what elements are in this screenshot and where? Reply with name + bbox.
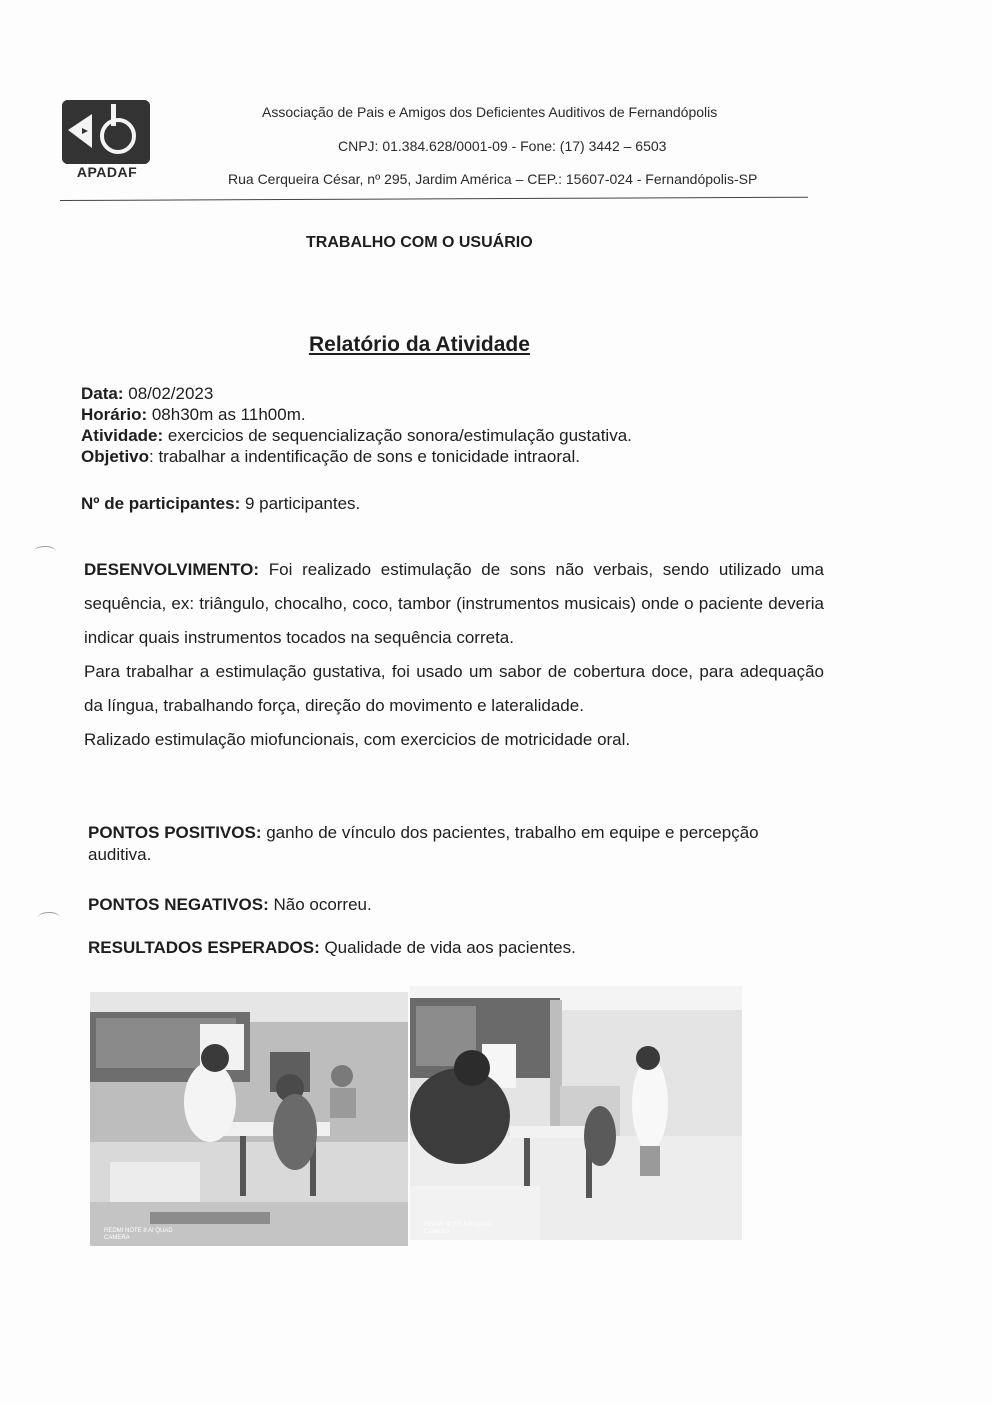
activity-label: Atividade: <box>81 426 164 445</box>
development-label: DESENVOLVIMENTO: <box>84 560 260 579</box>
positive-label: PONTOS POSITIVOS: <box>88 823 262 842</box>
development-text-1: Foi realizado estimulação de sons não verbais, sendo utilizado uma sequência, ex: triângulo, chocalho, coco, tambor (instrumentos musicais) onde o paciente deveria indicar quais instrumentos tocados na sequência correta. <box>84 560 824 647</box>
objective-line <box>81 447 580 467</box>
activity-value: exercicios de sequencialização sonora/estimulação gustativa. <box>163 426 632 445</box>
activity-line <box>81 426 632 446</box>
time-line <box>81 405 306 425</box>
negative-label: PONTOS NEGATIVOS: <box>88 895 269 914</box>
expected-value: Qualidade de vida aos pacientes. <box>319 938 576 957</box>
report-title: Relatório da Atividade <box>309 333 530 356</box>
scan-mark <box>38 912 60 923</box>
objective-label: Objetivo <box>81 447 150 466</box>
expected-label: RESULTADOS ESPERADOS: <box>88 938 320 957</box>
development-paragraph-3: Ralizado estimulação miofuncionais, com exercicios de motricidade oral. <box>84 730 631 749</box>
cnpj-phone: CNPJ: 01.384.628/0001-09 - Fone: (17) 3442 – 6503 <box>338 138 667 154</box>
time-label: Horário: <box>81 405 148 424</box>
scan-mark <box>34 546 56 557</box>
activity-photo-1 <box>90 992 408 1246</box>
time-value: 08h30m as 11h00m. <box>147 405 306 424</box>
objective-value: : trabalhar a indentificação de sons e tonicidade intraoral. <box>149 447 580 466</box>
development-paragraph-1 <box>84 553 824 655</box>
address: Rua Cerqueira César, nº 295, Jardim América – CEP.: 15607-024 - Fernandópolis-SP <box>228 171 758 187</box>
organization-name: Associação de Pais e Amigos dos Deficientes Auditivos de Fernandópolis <box>262 104 718 120</box>
photo-2-watermark: REDMI NOTE 8 AI QUAD CAMERA <box>424 1222 493 1235</box>
logo-text: APADAF <box>76 164 138 180</box>
development-section <box>84 553 824 757</box>
negative-value: Não ocorreu. <box>268 895 372 914</box>
date-line <box>81 384 213 404</box>
development-paragraph-2: Para trabalhar a estimulação gustativa, foi usado um sabor de cobertura doce, para adequação da língua, trabalhando força, direção do movimento e lateralidade. <box>84 662 824 715</box>
positive-value: ganho de vínculo dos pacientes, trabalho em equipe e percepção auditiva. <box>88 823 759 864</box>
participants-label: Nº de participantes: <box>81 494 241 513</box>
participants-value: 9 participantes. <box>240 494 361 513</box>
section-title: TRABALHO COM O USUÁRIO <box>306 234 533 251</box>
participants-line <box>81 494 360 514</box>
header-divider <box>60 197 808 201</box>
positive-points <box>88 822 788 866</box>
expected-results <box>88 937 788 959</box>
date-value: 08/02/2023 <box>123 384 214 403</box>
date-label: Data: <box>81 384 124 403</box>
activity-photo-2 <box>410 986 742 1240</box>
photo-1-watermark: REDMI NOTE 8 AI QUAD CAMERA <box>104 1228 173 1241</box>
negative-points <box>88 894 788 916</box>
